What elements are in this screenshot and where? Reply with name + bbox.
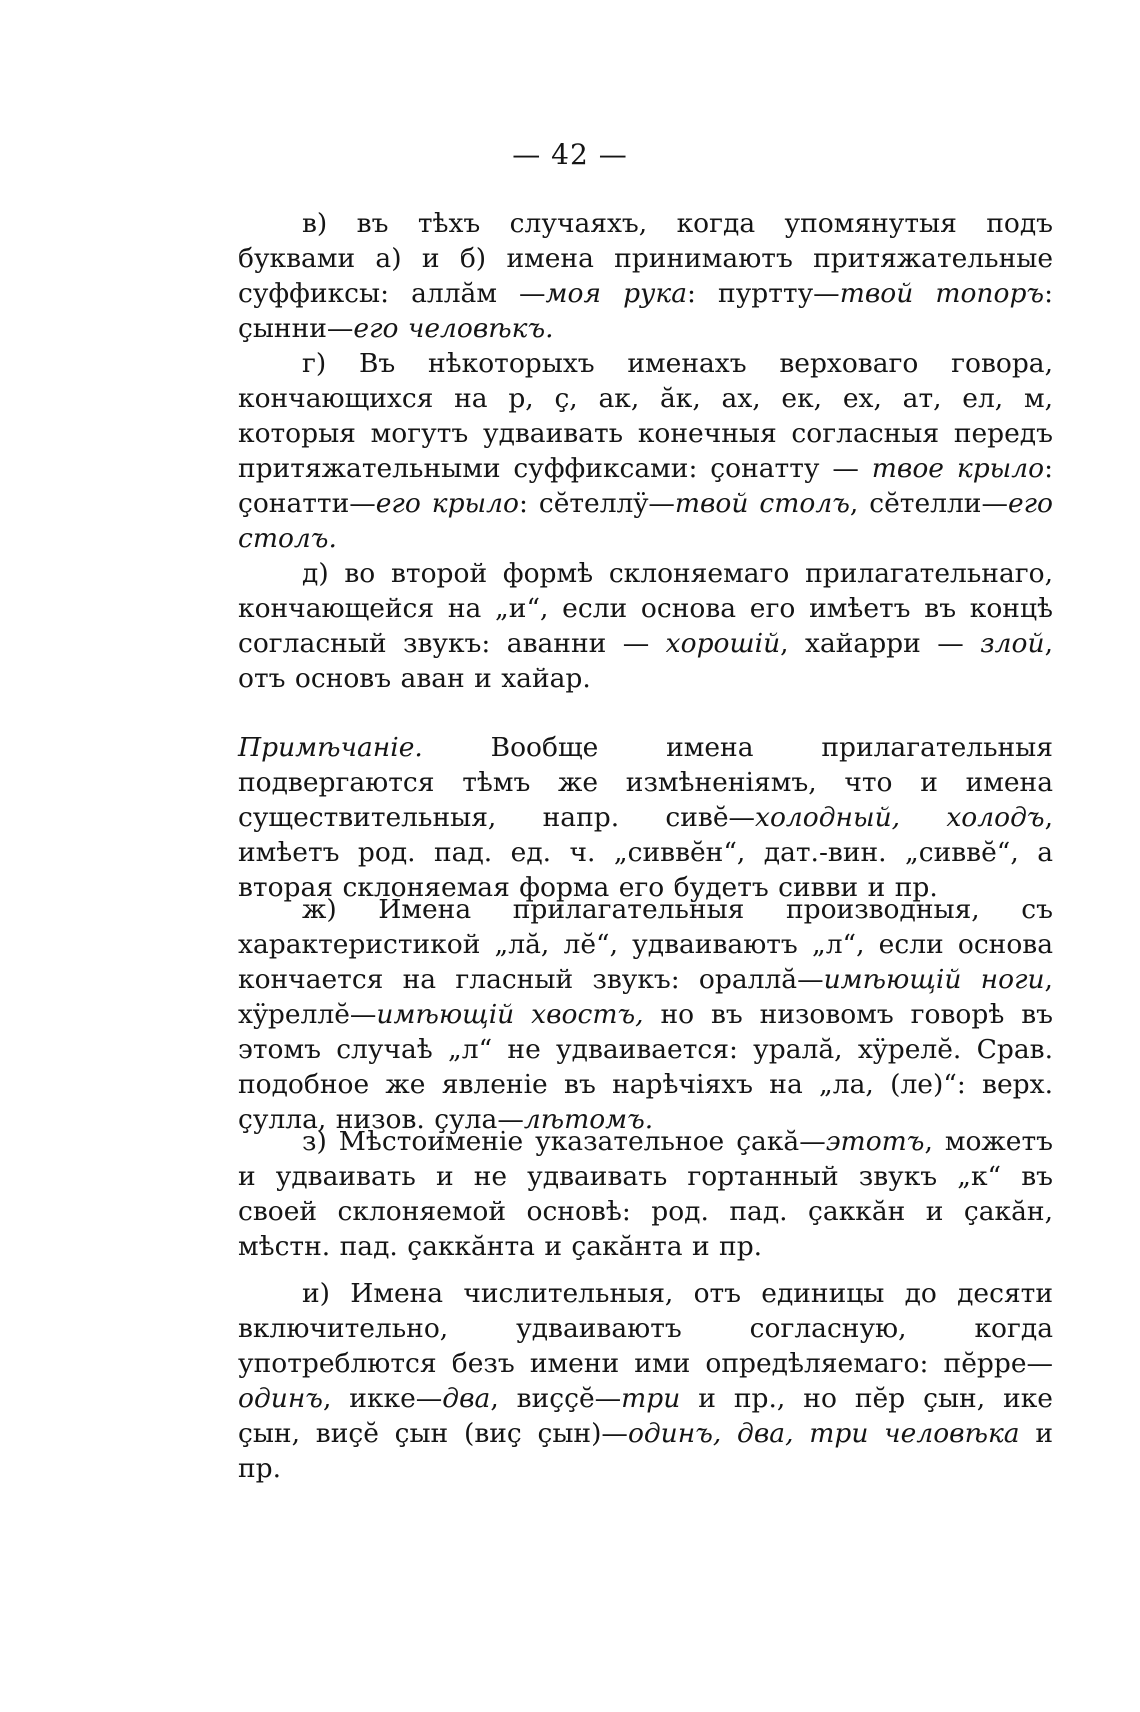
text-run: : сĕтеллÿ— xyxy=(518,488,675,519)
text-run: : пуртту— xyxy=(687,278,840,309)
paragraph-i xyxy=(238,1276,1053,1486)
paragraph-zh xyxy=(238,892,1053,1137)
italic-text-run: его человѣкъ. xyxy=(353,313,554,344)
text-run: : çонатти— xyxy=(238,453,1053,519)
italic-text-run: имѣющій ноги xyxy=(823,964,1045,995)
text-run: , хÿреллĕ— xyxy=(238,964,1053,1030)
italic-text-run: Примѣчаніе. xyxy=(238,732,423,763)
page-number: — 42 — xyxy=(512,138,628,171)
text-run: , имѣетъ род. пад. ед. ч. „сиввĕн“, дат.-вин. „сиввĕ“, а вторая склоняемая форма его будетъ сивви и пр. xyxy=(238,802,1053,903)
italic-text-run: твой столъ xyxy=(674,488,850,519)
text-run: и пр., но пĕр çын, ике çын, виçĕ çын (виç çын)— xyxy=(238,1383,1053,1449)
text-run: , икке— xyxy=(322,1383,443,1414)
italic-text-run: твой топоръ xyxy=(839,278,1045,309)
text-run: : çынни— xyxy=(238,278,1054,344)
text-run: , отъ основъ аван и хайар. xyxy=(238,628,1053,694)
italic-text-run: одинъ, два, три человѣка xyxy=(627,1418,1020,1449)
italic-text-run: три xyxy=(621,1383,681,1414)
italic-text-run: одинъ xyxy=(238,1383,323,1414)
text-run: , сĕтелли— xyxy=(849,488,1008,519)
text-run: , виççĕ— xyxy=(490,1383,622,1414)
text-run: но въ низовомъ говорѣ въ этомъ случаѣ „л“ не удваивается: уралă, хÿрелĕ. Срав. подобное же явленіе въ нарѣчіяхъ на „ла, (ле)“: верх. çулла, низов. çула— xyxy=(238,999,1053,1135)
italic-text-run: хорошій xyxy=(665,628,781,659)
text-run: и пр. xyxy=(238,1418,1053,1484)
paragraph-note xyxy=(238,730,1053,905)
text-run: з) Мѣстоименіе указательное çакă— xyxy=(302,1126,826,1157)
text-run: , хайарри — xyxy=(780,628,981,659)
paragraph-g xyxy=(238,346,1053,556)
paragraph-z xyxy=(238,1124,1053,1264)
italic-text-run: холодный, холодъ xyxy=(755,802,1045,833)
text-run: ж) Имена прилагательныя производныя, съ характеристикой „лă, лĕ“, удваиваютъ „л“, если основа кончается на гласный звукъ: ораллă— xyxy=(238,894,1053,995)
text-run: д) во второй формѣ склоняемаго прилагательнаго, кончающейся на „и“, если основа его имѣетъ въ концѣ согласный звукъ: аванни — xyxy=(238,558,1053,659)
text-run: , можетъ и удваивать и не удваивать гортанный звукъ „к“ въ своей склоняемой основѣ: род. пад. çаккăн и çакăн, мѣстн. пад. çаккăнта и çакăнта и пр. xyxy=(238,1126,1053,1262)
italic-text-run: моя рука xyxy=(545,278,688,309)
italic-text-run: два xyxy=(442,1383,491,1414)
italic-text-run: его крыло xyxy=(375,488,519,519)
italic-text-run: его столъ. xyxy=(238,488,1053,554)
text-run: Вообще имена прилагательныя подвергаются тѣмъ же измѣненіямъ, что и имена существительныя, напр. сивĕ— xyxy=(238,732,1053,833)
text-run: и) Имена числительныя, отъ единицы до десяти включительно, удваиваютъ согласную, когда употреблются безъ имени ими опредѣляемаго: пĕрре— xyxy=(238,1278,1053,1379)
italic-text-run: злой xyxy=(980,628,1045,659)
italic-text-run: этотъ xyxy=(825,1126,925,1157)
paragraph-d xyxy=(238,556,1053,696)
text-run: в) въ тѣхъ случаяхъ, когда упомянутыя подъ буквами а) и б) имена принимаютъ притяжательные суффиксы: аллăм — xyxy=(238,208,1053,309)
italic-text-run: имѣющій хвостъ, xyxy=(376,999,644,1030)
italic-text-run: твое крыло xyxy=(871,453,1045,484)
paragraph-v xyxy=(238,206,1053,346)
italic-text-run: лѣтомъ. xyxy=(523,1104,654,1135)
text-run: г) Въ нѣкоторыхъ именахъ верховаго говора, кончающихся на р, ç, ак, ăк, ах, ек, ех, ат, ел, м, которыя могутъ удваивать конечныя согласныя передъ притяжательными суффиксами: çонатту — xyxy=(238,348,1053,484)
